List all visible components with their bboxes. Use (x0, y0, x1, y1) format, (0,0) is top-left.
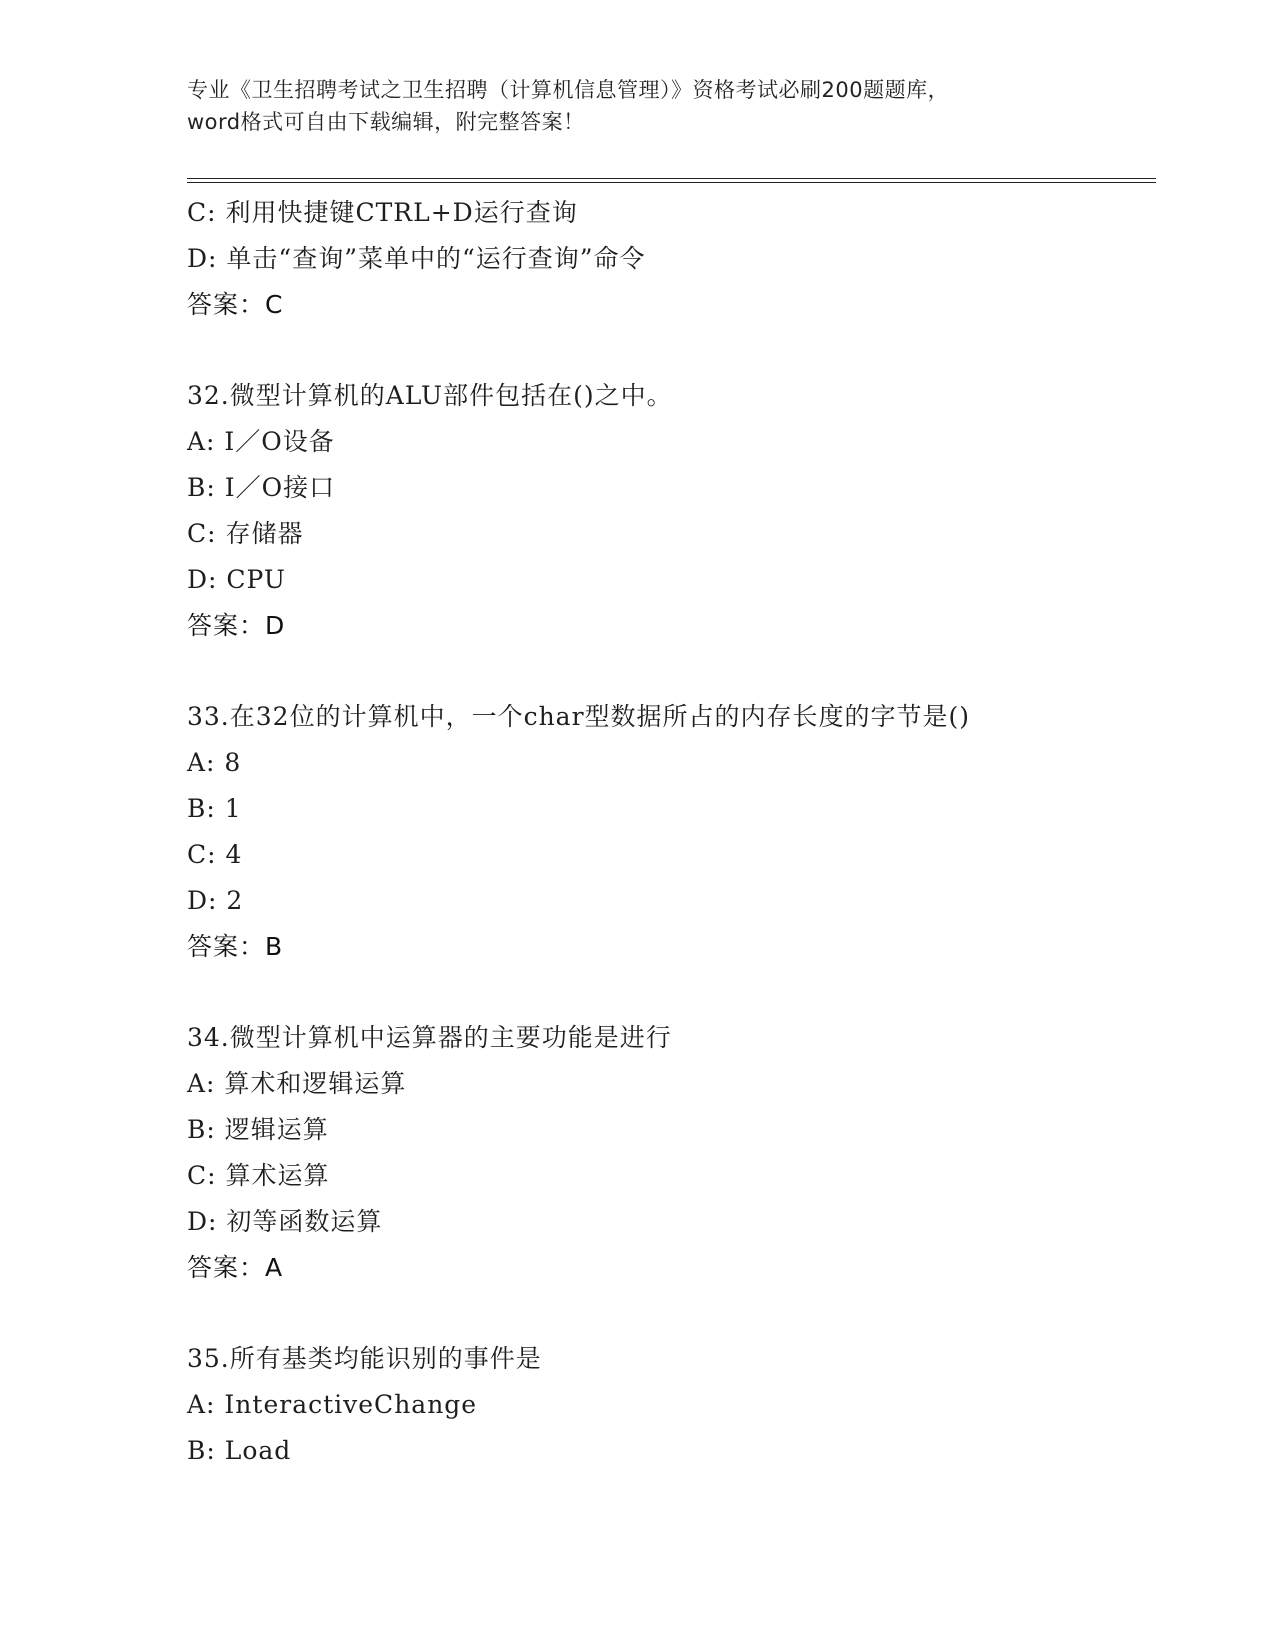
option-a: A: 算术和逻辑运算 (187, 1069, 407, 1098)
question-text: 34.微型计算机中运算器的主要功能是进行 (187, 1023, 672, 1052)
question-35 (187, 1336, 1157, 1474)
answer: 答案：C (187, 290, 284, 319)
question-text: 33.在32位的计算机中，一个char型数据所占的内存长度的字节是() (187, 702, 971, 731)
answer: 答案：B (187, 932, 284, 961)
option-d: D: 单击“查询”菜单中的“运行查询”命令 (187, 244, 646, 273)
option-d: D: 2 (187, 886, 244, 915)
header-line-2: word格式可自由下载编辑，附完整答案！ (187, 110, 585, 134)
option-b: B: 逻辑运算 (187, 1115, 329, 1144)
spacer (187, 649, 1157, 694)
answer: 答案：D (187, 611, 286, 640)
option-b: B: I／O接口 (187, 473, 336, 502)
question-32 (187, 373, 1157, 649)
document-header (187, 74, 1087, 138)
question-31-continued (187, 190, 1157, 328)
question-text: 32.微型计算机的ALU部件包括在()之中。 (187, 381, 673, 410)
option-c: C: 存储器 (187, 519, 304, 548)
question-34 (187, 1015, 1157, 1291)
option-b: B: Load (187, 1436, 292, 1465)
question-33 (187, 694, 1157, 970)
spacer (187, 1291, 1157, 1336)
option-c: C: 算术运算 (187, 1161, 330, 1190)
option-a: A: InteractiveChange (187, 1390, 478, 1419)
spacer (187, 970, 1157, 1015)
option-a: A: 8 (187, 748, 242, 777)
option-c: C: 4 (187, 840, 243, 869)
question-text: 35.所有基类均能识别的事件是 (187, 1344, 542, 1373)
option-c: C: 利用快捷键CTRL+D运行查询 (187, 198, 578, 227)
answer: 答案：A (187, 1253, 284, 1282)
spacer (187, 328, 1157, 373)
question-list (187, 190, 1157, 1474)
header-divider (187, 178, 1156, 183)
header-line-1: 专业《卫生招聘考试之卫生招聘（计算机信息管理）》资格考试必刷200题题库， (187, 78, 950, 102)
option-d: D: CPU (187, 565, 286, 594)
option-d: D: 初等函数运算 (187, 1207, 383, 1236)
option-b: B: 1 (187, 794, 242, 823)
option-a: A: I／O设备 (187, 427, 335, 456)
